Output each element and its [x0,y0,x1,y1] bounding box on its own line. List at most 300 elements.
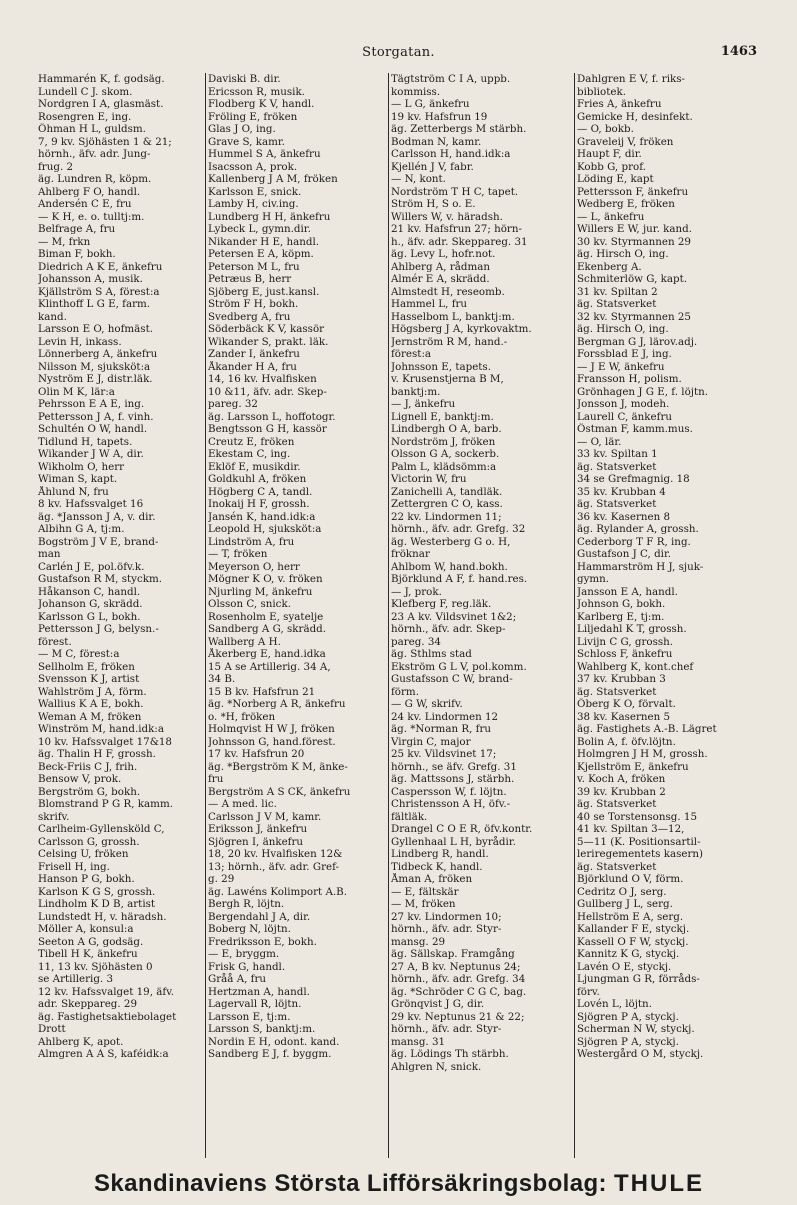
directory-entry: Gullberg J L, serg. [577,898,673,910]
directory-entry: Bensow V, prok. [38,773,122,785]
directory-entry: kand. [38,310,67,323]
directory-entry: Blomstrand P G R, kamm. [38,798,173,810]
directory-entry: Inokaij H F, grossh. [208,498,310,510]
directory-entry: Pettersson J G, belysn.- [38,623,159,635]
directory-entry: Ahlberg F O, handl. [38,185,141,198]
directory-entry: Högberg C A, tandl. [208,485,313,498]
directory-entry: Gustafsson C W, brand- [391,673,513,685]
directory-entry: Bergström G, bokh. [38,785,141,798]
directory-entry: — M, fröken [391,898,456,910]
directory-entry: Johnson G, bokh. [577,598,666,610]
directory-entry: Östman F, kamm.mus. [577,423,693,435]
directory-entry: hörnh., äfv. adr. Styr- [391,1023,502,1035]
directory-entry: 31 kv. Spiltan 2 [577,285,658,298]
directory-entry: Lavén O E, styckj. [577,960,672,973]
directory-entry: bibliotek. [577,85,627,98]
directory-entry: Ljungman G R, förråds- [577,973,700,985]
directory-entry: adr. Skeppareg. 29 [38,998,138,1010]
directory-entry: Willers W, v. häradsh. [391,210,503,223]
directory-column-1 [36,73,205,1158]
directory-entry: Lovén L, löjtn. [577,998,652,1010]
directory-entry: — M C, förest:a [38,648,120,660]
directory-entry: Wahlberg K, kont.chef [577,660,694,673]
directory-entry: 40 se Torstensonsg. 15 [577,810,698,823]
directory-entry: Eklöf E, musikdir. [208,460,301,473]
directory-entry: Ahlberg K, apot. [38,1035,124,1048]
directory-entry: Lagervall R, löjtn. [208,998,302,1010]
directory-entry: Karlsson E, snick. [208,185,302,198]
directory-entry: äg. Levy L, hofr.not. [391,248,496,260]
directory-entry: Forssblad E J, ing. [577,348,672,360]
directory-entry: förv. [577,985,600,998]
directory-entry: Wiman S, kapt. [38,473,118,485]
directory-entry: Liljedahl K T, grossh. [577,623,687,635]
directory-entry: Kallander F E, styckj. [577,923,690,935]
directory-entry: Belfrage A, fru [38,223,116,235]
directory-entry: äg. Lundren R, köpm. [38,173,152,185]
directory-entry: 10 &11, äfv. adr. Skep- [208,385,327,398]
directory-entry: Söderbäck K V, kassör [208,323,325,335]
directory-entry: förm. [391,685,419,698]
directory-entry: 15 A se Artillerig. 34 A, [208,660,331,673]
directory-entry: äg. Larsson L, hoffotogr. [208,410,336,423]
directory-entry: Jansson E A, handl. [577,585,678,598]
directory-entry: skrifv. [38,810,70,823]
directory-entry: h., äfv. adr. Skeppareg. 31 [391,235,528,248]
directory-entry: Tibell H K, änkefru [38,948,138,960]
directory-entry: Lindbergh O A, barb. [391,423,502,435]
directory-entry: Åkander H A, fru [208,360,297,373]
directory-entry: Kassell O F W, styckj. [577,935,689,948]
directory-entry: Victorin W, fru [391,473,467,485]
directory-entry: — A med. lic. [208,798,277,810]
directory-entry: 11, 13 kv. Sjöhästen 0 [38,960,153,973]
directory-entry: Svensson K J, artist [38,673,140,685]
directory-entry: Weman A M, fröken [38,710,142,723]
directory-entry: — J E W, änkefru [577,360,665,373]
directory-entry: fru [208,773,224,785]
directory-entry: äg. Statsverket [577,685,657,698]
directory-entry: — T, fröken [208,548,268,560]
directory-entry: Glas J O, ing. [208,123,276,135]
directory-entry: Olin M K, lär:a [38,385,115,398]
directory-entry: förest:a [391,348,432,360]
directory-entry: — O, lär. [577,435,622,448]
directory-entry: Åkerberg E, hand.idka [208,648,326,660]
directory-column-4 [574,73,766,1158]
directory-entry: äg. Statsverket [577,298,657,310]
directory-entry: Holmgren J H M, grossh. [577,748,708,760]
directory-entry: banktj:m. [391,385,441,398]
directory-entry: Wikander J W A, dir. [38,448,144,460]
directory-entry: Hammarén K, f. godsäg. [38,73,165,85]
directory-entry: Isacsson A, prok. [208,160,298,173]
directory-entry: Andersén C E, fru [38,198,132,210]
directory-entry: Jonsson J, modeh. [577,398,670,410]
directory-entry: Nordgren I A, glasmäst. [38,98,164,110]
directory-entry: Karlsson G L, bokh. [38,610,141,623]
directory-entry: Bodman N, kamr. [391,135,482,148]
directory-entry: Klefberg F, reg.läk. [391,598,492,610]
directory-entry: Johansson A, musik. [38,273,143,285]
directory-entry: äg. Westerberg G o. H, [391,535,511,548]
directory-entry: Olsson G A, sockerb. [391,448,500,460]
directory-entry: Wikholm O, herr [38,460,125,473]
directory-entry: Albihn G A, tj:m. [38,523,125,535]
directory-entry: Pehrsson E A E, ing. [38,398,145,410]
directory-entry: — N, kont. [391,173,446,185]
directory-entry: äg. *Schröder C G C, bag. [391,985,527,998]
directory-entry: 12 kv. Hafssvalget 19, äfv. [38,985,175,998]
directory-entry: Nilsson M, sjuksköt:a [38,360,151,373]
directory-entry: o. *H, fröken [208,710,276,723]
directory-entry: Gråå A, fru [208,973,267,985]
directory-entry: Livijn C G, grossh. [577,635,674,648]
directory-entry: Fredriksson E, bokh. [208,935,317,948]
directory-entry: 19 kv. Hafsfrun 19 [391,110,488,123]
directory-entry: Sandberg E J, f. byggm. [208,1048,332,1060]
directory-entry: 22 kv. Lindormen 11; [391,510,502,523]
directory-entry: Jernström R M, hand.- [391,335,508,348]
directory-entry: Schultén O W, handl. [38,423,148,435]
directory-entry: Grave S, kamr. [208,135,285,148]
directory-entry: Willers E W, jur. kand. [577,223,693,235]
directory-entry: Bergman G J, lärov.adj. [577,335,698,348]
directory-entry: Karlson K G S, grossh. [38,885,156,898]
directory-column-2 [205,73,388,1158]
directory-entry: Peterson M L, fru [208,260,300,273]
directory-entry: Karlberg E, tj:m. [577,610,665,623]
directory-entry: äg. Hirsch O, ing. [577,323,669,335]
directory-entry: se Artillerig. 3 [38,973,114,985]
directory-entry: — J, prok. [391,585,442,598]
directory-entry: 34 se Grefmagnig. 18 [577,473,690,485]
directory-entry: Bergström A S CK, änkefru [208,785,351,798]
directory-entry: Gemicke H, desinfekt. [577,110,693,123]
directory-entry: Frisk G, handl. [208,960,286,973]
directory-entry: 27 A, B kv. Neptunus 24; [391,960,521,973]
directory-entry: Biman F, bokh. [38,248,116,260]
directory-entry: förest. [38,635,72,648]
directory-entry: Ahlgren N, snick. [391,1060,482,1073]
directory-entry: Hertzman A, handl. [208,985,310,998]
directory-entry: Petræus B, herr [208,273,292,285]
directory-entry: Öberg K O, förvalt. [577,698,676,710]
directory-entry: Bergh R, löjtn. [208,898,285,910]
directory-entry: Hummel S A, änkefru [208,148,321,160]
directory-entry: Åman A, fröken [391,873,473,885]
directory-entry: Celsing U, fröken [38,848,129,860]
directory-entry: äg. Statsverket [577,798,657,810]
directory-entry: Hanson P G, bokh. [38,873,135,885]
directory-entry: fröknar [391,548,430,560]
directory-entry: v. Koch A, fröken [577,773,666,785]
directory-entry: 18, 20 kv. Hvalfisken 12& [208,848,343,860]
banner-text: Skandinaviens Största Lifförsäkringsbolag: [94,1170,607,1197]
directory-entry: Tidlund H, tapets. [38,435,133,448]
directory-entry: Pettersson J A, f. vinh. [38,410,154,423]
directory-entry: Lönnerberg A, änkefru [38,348,158,360]
directory-entry: Diedrich A K E, änkefru [38,260,163,273]
directory-entry: 37 kv. Krubban 3 [577,673,666,685]
directory-entry: hörnh., äfv. adr. Grefg. 32 [391,523,526,535]
directory-entry: Sellholm E, fröken [38,660,135,673]
directory-entry: Fröling E, fröken [208,110,298,123]
directory-entry: Ström H, S o. E. [391,198,476,210]
directory-entry: Carlsson H, hand.idk:a [391,148,511,160]
directory-entry: — J, änkefru [391,398,456,410]
directory-entry: Scherman N W, styckj. [577,1023,695,1035]
directory-entry: Hellström E A, serg. [577,910,684,923]
directory-entry: Kjellén J V, fabr. [391,160,474,173]
directory-entry: Kallenberg J A M, fröken [208,173,338,185]
directory-entry: 34 B. [208,673,236,685]
directory-entry: — O, bokb. [577,123,634,135]
directory-entry: Möller A, konsul:a [38,923,134,935]
directory-entry: pareg. 32 [208,398,258,410]
directory-entry: Carlén J E, pol.öfv.k. [38,560,145,573]
directory-entry: Ekenberg A. [577,260,642,273]
directory-entry: Holmqvist H W J, fröken [208,723,335,735]
directory-entry: Sjögren P A, styckj. [577,1035,679,1048]
directory-entry: Christensson A H, öfv.- [391,798,511,810]
directory-entry: Lignell E, banktj:m. [391,410,494,423]
directory-entry: Löding E, kapt [577,173,654,185]
directory-entry: äg. Thalin H F, grossh. [38,748,156,760]
directory-entry: Carlheim-Gyllensköld C, [38,823,165,835]
directory-entry: hörnh., äfv. adr. Grefg. 34 [391,973,526,985]
directory-entry: Gustafson J C, dir. [577,548,672,560]
directory-entry: 10 kv. Hafssvalget 17&18 [38,735,172,748]
directory-entry: Nordström T H C, tapet. [391,185,519,198]
directory-entry: äg. Fastighets A.-B. Lägret [577,723,717,735]
directory-entry: Lamby H, civ.ing. [208,198,299,210]
directory-entry: Daviski B. dir. [208,73,281,85]
directory-entry: Tägtström C I A, uppb. [391,73,511,85]
directory-entry: Kjällström S A, förest:a [38,285,160,298]
directory-entry: Hasselbom L, banktj:m. [391,310,515,323]
directory-entry: Jansén K, hand.idk:a [208,510,316,523]
directory-entry: Björklund A F, f. hand.res. [391,573,528,585]
directory-entry: äg. Mattssons J, stärbh. [391,773,515,785]
directory-entry: Svedberg A, fru [208,310,291,323]
directory-entry: 41 kv. Spiltan 3—12, [577,823,685,835]
directory-entry: Kjellström E, änkefru [577,760,689,773]
directory-entry: Nyström E J, distr.läk. [38,373,153,385]
directory-entry: Grönqvist J G, dir. [391,998,485,1010]
directory-entry: Fries A, änkefru [577,98,662,110]
directory-entry: Ahlbom W, hand.bokh. [391,560,508,573]
directory-entry: Larsson S, banktj:m. [208,1023,316,1035]
directory-entry: 25 kv. Vildsvinet 17; [391,748,497,760]
directory-entry: Håkanson C, handl. [38,585,141,598]
directory-entry: Olsson C, snick. [208,598,291,610]
directory-entry: Lundell C J. skom. [38,85,133,98]
directory-entry: Lundstedt H, v. häradsh. [38,910,167,923]
directory-columns [36,73,766,1158]
directory-entry: Cedritz O J, serg. [577,885,667,898]
directory-entry: Drott [38,1023,66,1035]
directory-entry: Hammel L, fru [391,298,468,310]
directory-entry: äg. Zetterbergs M stärbh. [391,123,527,135]
directory-entry: Lybeck L, gymn.dir. [208,223,311,235]
directory-entry: — M, frkn [38,235,91,248]
directory-entry: Fransson H, polism. [577,373,682,385]
directory-entry: Sjögren I, änkefru [208,835,304,848]
directory-entry: 27 kv. Lindormen 10; [391,910,502,923]
directory-entry: 38 kv. Kasernen 5 [577,710,671,723]
directory-entry: Lindström A, fru [208,535,295,548]
directory-entry: Gustafson R M, styckm. [38,573,163,585]
directory-entry: Almgren A A S, kaféidk:a [38,1048,169,1060]
directory-entry: Westergård O M, styckj. [577,1048,704,1060]
directory-entry: Klinthoff L G E, farm. [38,298,151,310]
directory-entry: hörnh., äfv. adr. Styr- [391,923,502,935]
directory-entry: 30 kv. Styrmannen 29 [577,235,691,248]
directory-entry: 8 kv. Hafssvalget 16 [38,498,144,510]
directory-entry: — E, bryggm. [208,948,280,960]
directory-entry: Frisell H, ing. [38,860,110,873]
directory-entry: man [38,548,61,560]
directory-entry: Graveleij V, fröken [577,135,674,148]
directory-entry: g. 29 [208,873,235,885]
directory-entry: Hammarström H J, sjuk- [577,560,704,573]
directory-entry: pareg. 34 [391,635,441,648]
directory-entry: Zander I, änkefru [208,348,300,360]
directory-entry: Winström M, hand.idk:a [38,723,164,735]
directory-entry: 14, 16 kv. Hvalfisken [208,373,317,385]
directory-entry: Wallius K A E, bokh. [38,698,144,710]
directory-entry: Gyllenhaal L H, byrådir. [391,835,516,848]
street-heading: Storgatan. [362,45,435,60]
directory-entry: 23 A kv. Vildsvinet 1&2; [391,610,517,623]
directory-entry: leriregementets kasern) [577,848,704,860]
directory-entry: Larsson E, tj:m. [208,1010,291,1023]
directory-entry: Lundberg H H, änkefru [208,210,331,223]
directory-entry: Ström F H, bokh. [208,298,299,310]
directory-entry: Palm L, klädsömm:a [391,460,497,473]
directory-entry: — L G, änkefru [391,98,470,110]
directory-entry: — K H, e. o. tulltj:m. [38,210,145,223]
directory-entry: Schloss F, änkefru [577,648,673,660]
directory-entry: Ericsson R, musik. [208,85,305,98]
directory-entry: 15 B kv. Hafsfrun 21 [208,685,316,698]
directory-entry: Bergendahl J A, dir. [208,910,311,923]
directory-entry: Zettergren C O, kass. [391,498,503,510]
directory-entry: Bolin A, f. öfv.löjtn. [577,735,676,748]
directory-entry: Meyerson O, herr [208,560,300,573]
directory-entry: Högsberg J A, kyrkovaktm. [391,323,532,335]
directory-entry: Carlsson G, grossh. [38,835,140,848]
directory-entry: Njurling M, änkefru [208,585,313,598]
directory-entry: Åhlund N, fru [38,485,109,498]
directory-entry: Wallberg A H. [208,635,281,648]
directory-entry: Wahlström J A, förm. [38,685,147,698]
directory-entry: 33 kv. Spiltan 1 [577,448,658,460]
directory-entry: Kobb G, prof. [577,160,646,173]
directory-entry: Flodberg K V, handl. [208,98,315,110]
directory-entry: Bengtsson G H, kassör [208,423,327,435]
directory-entry: Carlsson J V M, kamr. [208,810,322,823]
directory-entry: Leopold H, sjuksköt:a [208,523,322,535]
directory-entry: Sandberg A G, skrädd. [208,623,327,635]
directory-entry: Ahlberg A, rådman [391,260,491,273]
directory-entry: Ekestam C, ing. [208,448,291,460]
directory-entry: Beck-Friis C J, frih. [38,760,138,773]
directory-entry: 21 kv. Hafsfrun 27; hörn- [391,223,522,235]
directory-entry: 29 kv. Neptunus 21 & 22; [391,1010,525,1023]
directory-entry: frug. 2 [38,160,74,173]
directory-entry: 35 kv. Krubban 4 [577,485,666,498]
directory-entry: Eriksson J, änkefru [208,823,308,835]
directory-entry: Kannitz K G, styckj. [577,948,680,960]
directory-entry: Mögner K O, v. fröken [208,573,323,585]
directory-entry: äg. Statsverket [577,860,657,873]
directory-entry: Schmiterlöw G, kapt. [577,273,688,285]
directory-entry: Larsson E O, hofmäst. [38,323,153,335]
directory-entry: Almér E A, skrädd. [391,273,490,285]
directory-entry: hörnh., se äfv. Grefg. 31 [391,760,517,773]
directory-entry: Sjögren P A, styckj. [577,1010,679,1023]
directory-entry: Levin H, inkass. [38,335,122,348]
directory-entry: Rosenholm E, syatelje [208,610,324,623]
directory-entry: Ekström G L V, pol.komm. [391,660,527,673]
directory-entry: Cederborg T F R, ing. [577,535,691,548]
directory-entry: Öhman H L, guldsm. [38,123,146,135]
directory-entry: Tidbeck K, handl. [391,860,483,873]
directory-entry: v. Krusenstjerna B M, [391,373,504,385]
directory-entry: Virgin C, major [391,735,471,748]
directory-entry: 24 kv. Lindormen 12 [391,710,499,723]
directory-entry: Goldkuhl A, fröken [208,473,307,485]
directory-entry: äg. Statsverket [577,498,657,510]
directory-entry: 7, 9 kv. Sjöhästen 1 & 21; [38,135,172,148]
advertisement-banner [34,1170,764,1198]
directory-entry: äg. Hirsch O, ing. [577,248,669,260]
directory-entry: Creutz E, fröken [208,435,295,448]
directory-entry: Dahlgren E V, f. riks- [577,73,686,85]
directory-entry: 5—11 (K. Positionsartil- [577,835,701,848]
directory-entry: kommiss. [391,85,441,98]
directory-entry: äg. Rylander A, grossh. [577,523,699,535]
directory-entry: Wedberg E, fröken [577,198,675,210]
directory-entry: Laurell C, änkefru [577,410,673,423]
directory-entry: Haupt F, dir. [577,148,642,160]
directory-entry: äg. Fastighetsaktiebolaget [38,1010,177,1023]
directory-entry: Nordström J, fröken [391,435,496,448]
directory-entry: — L, änkefru [577,210,645,223]
directory-entry: Björklund O V, förm. [577,873,684,885]
directory-entry: äg. Sällskap. Framgång [391,948,515,960]
directory-entry: 17 kv. Hafsfrun 20 [208,748,305,760]
directory-entry: äg. *Bergström K M, änke- [208,760,348,773]
directory-entry: Lindholm K D B, artist [38,898,156,910]
directory-entry: 13; hörnh., äfv. adr. Gref- [208,860,340,873]
directory-entry: Drangel C O E R, öfv.kontr. [391,823,533,835]
directory-entry: äg. *Norman R, fru [391,723,492,735]
directory-entry: äg. Lawéns Kolimport A.B. [208,885,347,898]
directory-entry: 32 kv. Styrmannen 25 [577,310,691,323]
directory-entry: Petersen E A, köpm. [208,248,314,260]
directory-entry: Lindberg R, handl. [391,848,489,860]
directory-entry: Wikander S, prakt. läk. [208,335,329,348]
directory-entry: 39 kv. Krubban 2 [577,785,666,798]
directory-entry: Sjöberg E, just.kansl. [208,285,320,298]
directory-entry: Zanichelli A, tandläk. [391,485,503,498]
directory-entry: 36 kv. Kasernen 8 [577,510,671,523]
directory-entry: Grönhagen J G E, f. löjtn. [577,385,709,398]
directory-entry: — E, fältskär [391,885,459,898]
